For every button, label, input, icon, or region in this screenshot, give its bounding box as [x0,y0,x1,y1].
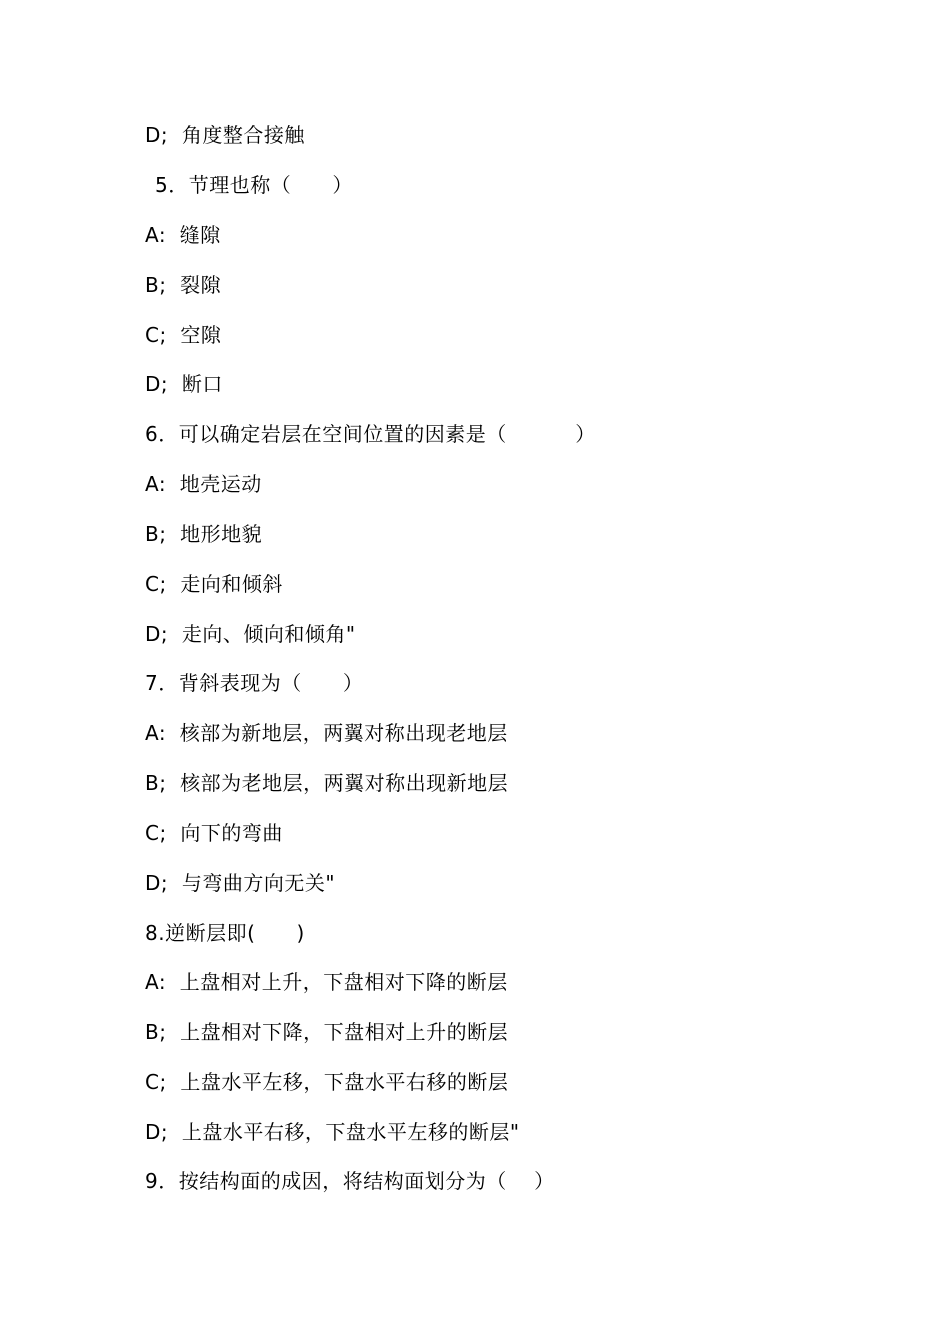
option-a-q7: A: 核部为新地层，两翼对称出现老地层 [145,721,508,745]
question-7: 7．背斜表现为（ ） [145,671,364,695]
option-d-q8: D; 上盘水平右移，下盘水平左移的断层" [145,1120,520,1144]
option-d-q5: D; 断口 [145,372,223,396]
option-d-q7: D; 与弯曲方向无关" [145,871,336,895]
option-c-q7: C; 向下的弯曲 [145,821,283,845]
option-b-q7: B; 核部为老地层，两翼对称出现新地层 [145,771,509,795]
option-a-q5: A: 缝隙 [145,223,221,247]
option-b-q5: B; 裂隙 [145,273,222,297]
question-5: 5．节理也称（ ） [155,173,353,197]
option-a-q8: A: 上盘相对上升，下盘相对下降的断层 [145,970,508,994]
question-9: 9．按结构面的成因，将结构面划分为（ ） [145,1169,555,1193]
option-c-q6: C; 走向和倾斜 [145,572,283,596]
question-8: 8.逆断层即( ) [145,921,305,945]
option-a-q6: A: 地壳运动 [145,472,262,496]
option-c-q8: C; 上盘水平左移，下盘水平右移的断层 [145,1070,509,1094]
option-d-q4: D; 角度整合接触 [145,123,305,147]
option-d-q6: D; 走向、倾向和倾角" [145,622,356,646]
option-b-q6: B; 地形地貌 [145,522,263,546]
option-c-q5: C; 空隙 [145,323,222,347]
question-6: 6．可以确定岩层在空间位置的因素是（ ） [145,422,596,446]
option-b-q8: B; 上盘相对下降，下盘相对上升的断层 [145,1020,509,1044]
